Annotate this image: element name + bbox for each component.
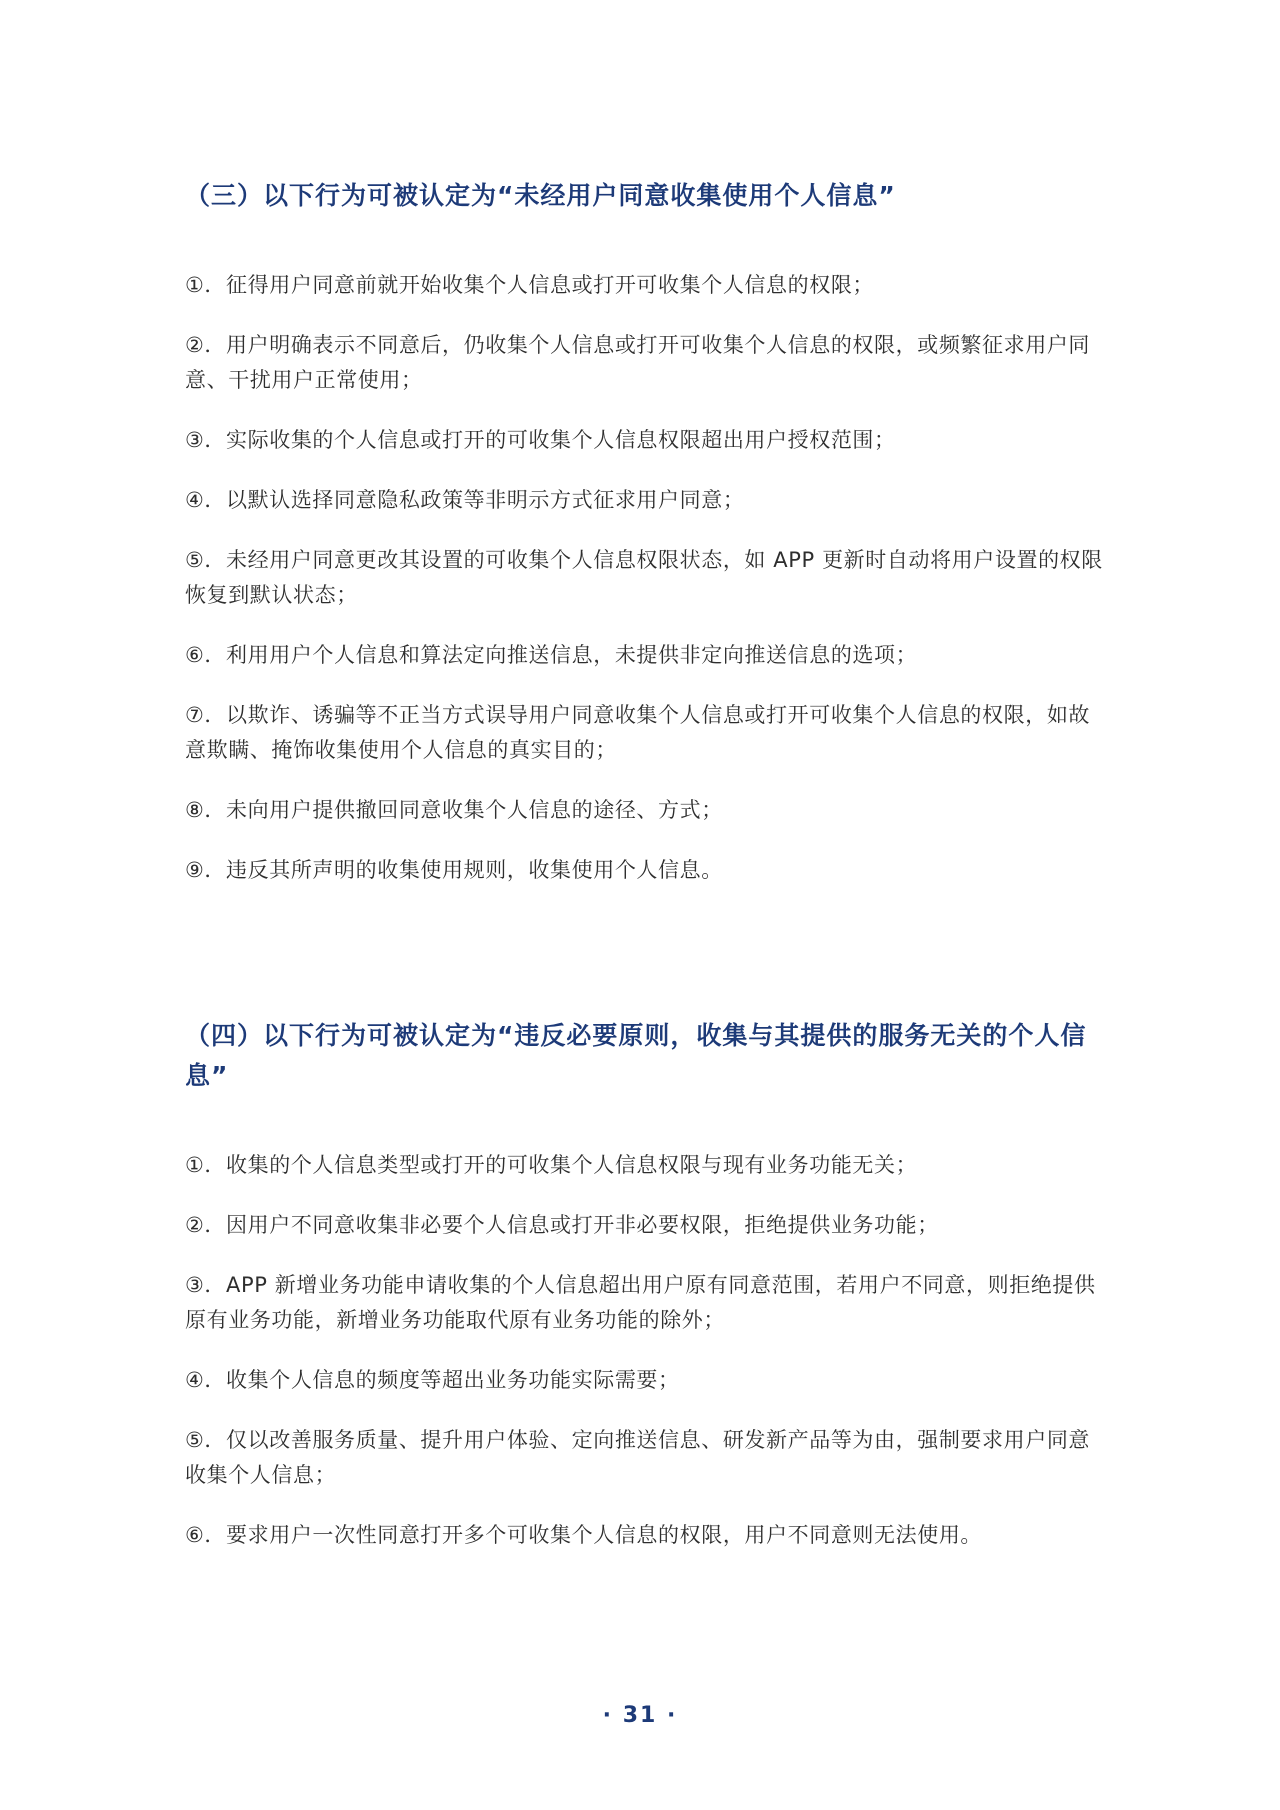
- section-3-list: [185, 268, 1105, 913]
- page-number: · 31 ·: [602, 1703, 678, 1728]
- list-item: ①．收集的个人信息类型或打开的可收集个人信息权限与现有业务功能无关；: [185, 1153, 918, 1177]
- list-item: ①．征得用户同意前就开始收集个人信息或打开可收集个人信息的权限；: [185, 273, 875, 297]
- list-item: ④．以默认选择同意隐私政策等非明示方式征求用户同意；: [185, 488, 745, 512]
- list-item: ⑧．未向用户提供撤回同意收集个人信息的途径、方式；: [185, 798, 723, 822]
- list-item: ③．实际收集的个人信息或打开的可收集个人信息权限超出用户授权范围；: [185, 428, 896, 452]
- list-item: ④．收集个人信息的频度等超出业务功能实际需要；: [185, 1368, 680, 1392]
- list-item: ⑥．利用用户个人信息和算法定向推送信息，未提供非定向推送信息的选项；: [185, 643, 918, 667]
- section-4-list: [185, 1148, 1105, 1578]
- list-item: ⑤．未经用户同意更改其设置的可收集个人信息权限状态，如 APP 更新时自动将用户设置的权限恢复到默认状态；: [185, 548, 1103, 607]
- list-item: ③．APP 新增业务功能申请收集的个人信息超出用户原有同意范围，若用户不同意，则拒绝提供原有业务功能，新增业务功能取代原有业务功能的除外；: [185, 1273, 1096, 1332]
- list-item: ⑥．要求用户一次性同意打开多个可收集个人信息的权限，用户不同意则无法使用。: [185, 1523, 983, 1547]
- list-item: ⑤．仅以改善服务质量、提升用户体验、定向推送信息、研发新产品等为由，强制要求用户同意收集个人信息；: [185, 1428, 1091, 1487]
- list-item: ⑦．以欺诈、诱骗等不正当方式误导用户同意收集个人信息或打开可收集个人信息的权限，如故意欺瞒、掩饰收集使用个人信息的真实目的；: [185, 703, 1091, 762]
- section-4-title: （四）以下行为可被认定为“违反必要原则，收集与其提供的服务无关的个人信息”: [185, 1021, 1087, 1090]
- list-item: ⑨．违反其所声明的收集使用规则，收集使用个人信息。: [185, 858, 723, 882]
- list-item: ②．因用户不同意收集非必要个人信息或打开非必要权限，拒绝提供业务功能；: [185, 1213, 939, 1237]
- list-item: ②．用户明确表示不同意后，仍收集个人信息或打开可收集个人信息的权限，或频繁征求用户同意、干扰用户正常使用；: [185, 333, 1091, 392]
- section-3-title: （三）以下行为可被认定为“未经用户同意收集使用个人信息”: [185, 181, 896, 210]
